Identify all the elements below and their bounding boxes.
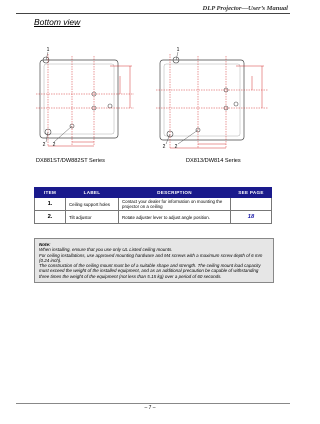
note-paragraph: The construction of the ceiling mount must be of a suitable shape and strength. The ceiling mount load capacity must exceed the weight of the installed equipment, and as an additional precaution be capable of withstanding three times the weight of the equipment (not less than 5.15 kg) over a period of 60 seconds. [39,263,261,279]
header-divider [16,13,290,14]
projector-bottom-drawing-left [34,46,146,154]
header-item: ITEM [35,188,66,198]
item-page-link [231,198,272,211]
projector-bottom-drawing-right [152,46,272,154]
callout-ceiling-holes: 1 [176,47,180,53]
header-label: LABEL [66,188,119,198]
item-label: Ceiling support holes [66,198,119,211]
footer-divider [16,403,290,404]
item-description: Rotate adjuster lever to adjust angle position. [119,211,231,224]
manual-header-title: DLP Projector—User’s Manual [202,5,288,12]
caption-right: DX813/DW814 Series [186,158,241,164]
header-description: DESCRIPTION [119,188,231,198]
note-paragraph: When installing, ensure that you use only UL Listed ceiling mounts. [39,247,173,253]
item-page-link[interactable]: 18 [231,211,272,224]
item-number: 1. [35,198,66,211]
header-see-page: SEE PAGE [231,188,272,198]
diagram-dx881st [34,46,146,154]
callout-tilt-adjustor-2: 2 [174,144,178,150]
item-label: Tilt adjustor [66,211,119,224]
parts-table [34,187,272,224]
item-description: Contact your dealer for information on mounting the projector on a ceiling [119,198,231,211]
callout-tilt-adjustor: 2 [42,142,46,148]
table-row [35,198,272,211]
table-row [35,211,272,224]
page-number: – 7 – [144,405,156,411]
caption-left: DX881ST/DW882ST Series [36,158,105,164]
callout-ceiling-holes: 1 [46,47,50,53]
note-title: Note: [39,242,51,247]
callout-tilt-adjustor: 2 [162,144,166,150]
diagram-dx813 [152,46,272,154]
section-title: Bottom view [34,17,81,27]
note-paragraph: For ceiling installations, use approved mounting hardware and M4 screws with a maximum screw depth of 6 mm (0.24 inch). [39,252,263,263]
table-header-row [35,188,272,198]
item-number: 2. [35,211,66,224]
note-box [34,238,274,283]
callout-tilt-adjustor-2: 2 [52,142,56,148]
